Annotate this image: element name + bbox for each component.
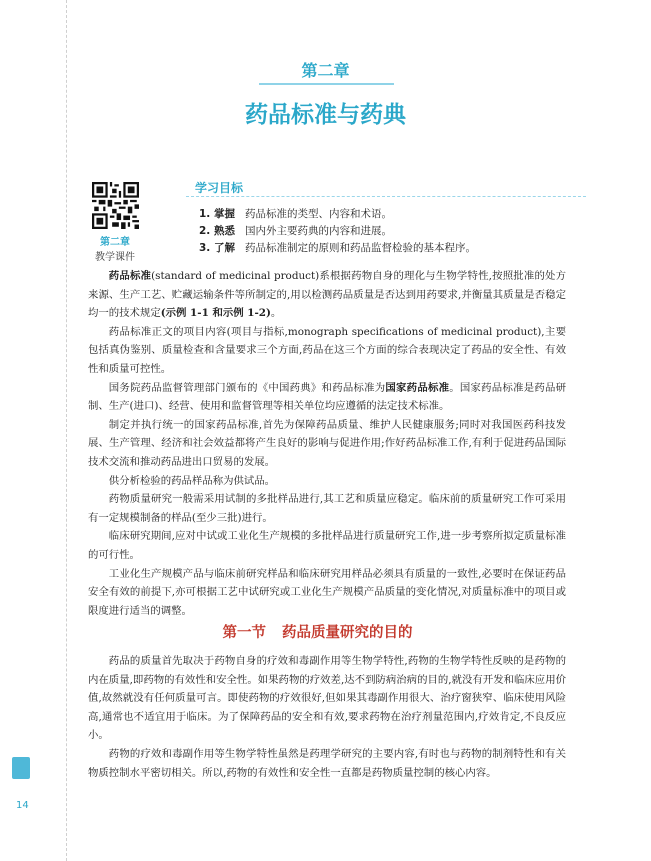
chapter-divider <box>259 83 394 85</box>
objectives-heading: 学习目标 <box>195 181 244 195</box>
page-margin-line <box>66 0 67 861</box>
paragraph: 供分析检验的药品样品称为供试品。 <box>108 474 276 487</box>
objective-level: 1. 掌握 <box>199 208 235 220</box>
paragraph-text: 。 <box>270 307 282 320</box>
paragraph: 药品的质量首先取决于药物自身的疗效和毒副作用等生物学特性,药物的生物学特性反映的是药物的内在质量,即药物的有效性和安全性。如果药物的疗效差,达不到防病治病的目的,就没有开发和临床应用价值,故然就没有任何质量可言。即使药物的疗效很好,但如果其毒副作用很大、治疗窗狭窄、临床使用风险高,通常也不适宜用于临床。为了保障药品的安全和有效,要求药物在治疗剂量范围内,疗效肯定,不良反应小。 <box>88 655 566 742</box>
objective-text: 国内外主要药典的内容和进展。 <box>244 225 392 237</box>
chapter-title: 药品标准与药典 <box>245 102 406 128</box>
paragraph <box>88 267 566 323</box>
term-highlight: 国家药品标准 <box>385 381 450 394</box>
objective-level: 3. 了解 <box>199 242 235 254</box>
objective-item <box>199 206 476 223</box>
qr-caption-label: 教学课件 <box>95 252 135 263</box>
page-number: 14 <box>16 800 29 811</box>
objective-text: 药品标准的类型、内容和术语。 <box>244 208 392 220</box>
paragraph-text: 。国家药品标准是药品研制、生产(进口)、经营、使用和监督管理等相关单位均应遵循的法定技术标准。 <box>88 381 567 413</box>
objective-item <box>199 223 476 240</box>
example-reference: (示例 1-1 和示例 1-2) <box>160 307 271 320</box>
paragraph-text: 国务院药品监督管理部门颁布的《中国药典》和药品标准为 <box>108 381 386 394</box>
objective-text: 药品标准制定的原则和药品监督检验的基本程序。 <box>244 242 476 254</box>
paragraph: 制定并执行统一的国家药品标准,首先为保障药品质量、维护人民健康服务;同时对我国医药科技发展、生产管理、经济和社会效益都将产生良好的影响与促进作用;作好药品标准工作,有利于促进药品国际技术交流和推动药品进出口贸易的发展。 <box>88 418 566 468</box>
section-title: 药品质量研究的目的 <box>282 625 413 641</box>
side-tab-marker <box>12 757 30 779</box>
section-heading <box>0 621 651 642</box>
qr-caption <box>80 235 150 265</box>
term-highlight: 药品标准 <box>108 270 152 282</box>
section-body <box>88 652 566 782</box>
paragraph: 药物的疗效和毒副作用等生物学特性虽然是药理学研究的主要内容,有时也与药物的制剂特性和有关物质控制水平密切相关。所以,药物的有效性和安全性一直都是药物质量控制的核心内容。 <box>88 747 566 779</box>
section-number: 第一节 <box>222 625 266 641</box>
qr-code-icon[interactable] <box>92 182 139 229</box>
paragraph: 药品标准正文的项目内容(项目与指标,monograph specifications of medicinal product),主要包括真伪鉴别、质量检查和含量要求三个方面,药品在这三个方面的综合表现决定了药品的安全性、有效性和质量可控性。 <box>88 325 566 375</box>
objectives-list <box>199 206 476 257</box>
chapter-label: 第二章 <box>301 61 350 80</box>
paragraph: 工业化生产规模产品与临床前研究样品和临床研究用样品必须具有质量的一致性,必要时在保证药品安全有效的前提下,亦可根据工艺中试研究或工业化生产规模产品质量的变化情况,对质量标准中的项目或限度进行适当的调整。 <box>88 567 566 617</box>
paragraph-text: (standard of medicinal product)系根据药物自身的理化与生物学特性,按照批准的处方来源、生产工艺、贮藏运输条件等所制定的,用以检测药品质量是否达到用药要求,并衡量其质量是否稳定均一的技术规定 <box>88 270 567 320</box>
paragraph: 药物质量研究一般需采用试制的多批样品进行,其工艺和质量应稳定。临床前的质量研究工作可采用有一定规模制备的样品(至少三批)进行。 <box>88 493 566 524</box>
qr-caption-chapter: 第二章 <box>100 237 130 248</box>
objective-level: 2. 熟悉 <box>199 225 235 237</box>
intro-body <box>88 267 566 620</box>
paragraph: 临床研究期间,应对中试或工业化生产规模的多批样品进行质量研究工作,进一步考察所拟定质量标准的可行性。 <box>88 530 566 561</box>
objective-item <box>199 240 476 257</box>
paragraph <box>88 379 566 416</box>
